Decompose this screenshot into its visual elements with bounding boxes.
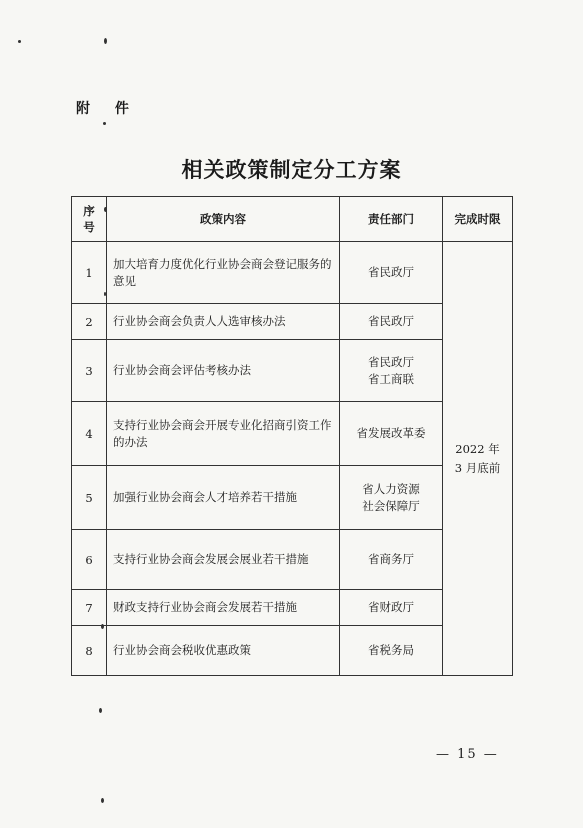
header-content: 政策内容 <box>107 197 340 242</box>
deadline-cell <box>443 242 513 676</box>
row-department: 省税务局 <box>340 626 443 676</box>
row-content: 行业协会商会评估考核办法 <box>107 340 340 402</box>
row-number: 5 <box>72 466 107 530</box>
row-content: 支持行业协会商会发展会展业若干措施 <box>107 530 340 590</box>
row-department: 省民政厅 省工商联 <box>340 340 443 402</box>
scan-speck <box>103 122 106 125</box>
row-department: 省民政厅 <box>340 242 443 304</box>
header-number: 序号 <box>72 197 107 242</box>
policy-table <box>71 196 513 676</box>
header-deadline: 完成时限 <box>443 197 513 242</box>
scan-speck <box>18 40 21 43</box>
row-content: 加强行业协会商会人才培养若干措施 <box>107 466 340 530</box>
table-row <box>72 242 513 304</box>
header-department: 责任部门 <box>340 197 443 242</box>
scan-speck <box>101 798 104 803</box>
row-department: 省民政厅 <box>340 304 443 340</box>
row-content: 支持行业协会商会开展专业化招商引资工作的办法 <box>107 402 340 466</box>
table-header-row <box>72 197 513 242</box>
row-department: 省发展改革委 <box>340 402 443 466</box>
row-number: 7 <box>72 590 107 626</box>
row-content: 加大培育力度优化行业协会商会登记服务的意见 <box>107 242 340 304</box>
row-department: 省财政厅 <box>340 590 443 626</box>
page-number: — 15 — <box>436 747 499 762</box>
row-content: 财政支持行业协会商会发展若干措施 <box>107 590 340 626</box>
scan-speck <box>101 624 104 629</box>
attachment-label: 附 件 <box>76 101 139 117</box>
row-number: 1 <box>72 242 107 304</box>
row-number: 4 <box>72 402 107 466</box>
scan-speck <box>104 38 107 44</box>
document-title: 相关政策制定分工方案 <box>181 157 402 182</box>
deadline-text: 2022 年 3 月底前 <box>454 442 501 475</box>
scan-speck <box>99 708 102 713</box>
row-number: 6 <box>72 530 107 590</box>
row-number: 3 <box>72 340 107 402</box>
row-number: 2 <box>72 304 107 340</box>
row-content: 行业协会商会税收优惠政策 <box>107 626 340 676</box>
row-content: 行业协会商会负责人人选审核办法 <box>107 304 340 340</box>
scan-speck <box>104 207 107 212</box>
row-number: 8 <box>72 626 107 676</box>
row-department: 省商务厅 <box>340 530 443 590</box>
scan-speck <box>104 292 106 296</box>
row-department: 省人力资源 社会保障厅 <box>340 466 443 530</box>
